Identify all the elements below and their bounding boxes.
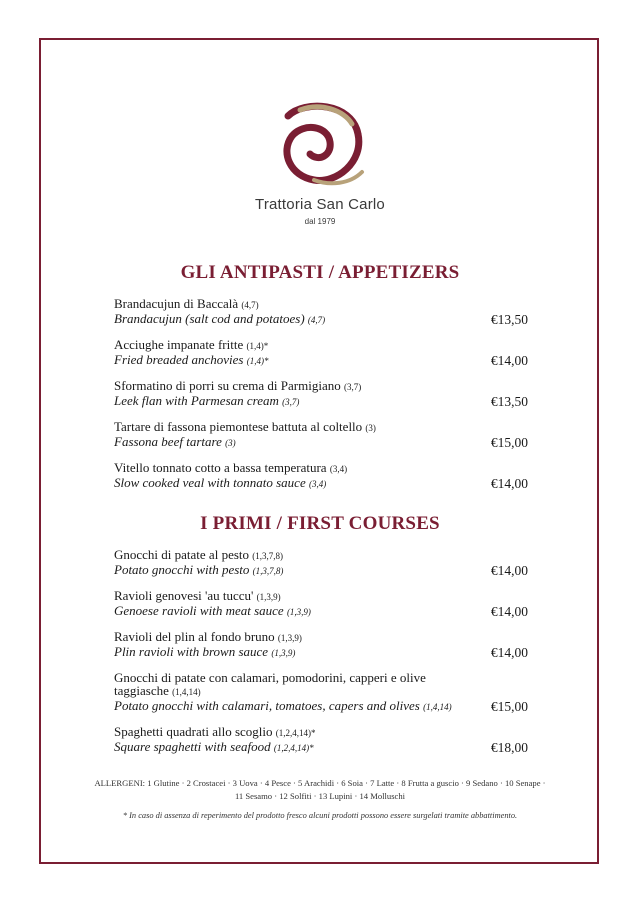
item-allergens-it: (1,2,4,14)*	[275, 728, 316, 738]
first-courses-list	[114, 548, 528, 755]
item-allergens-en: (1,4,14)	[423, 702, 452, 712]
item-price: €14,00	[490, 353, 528, 368]
item-name-en: Brandacujun (salt cod and potatoes)	[114, 311, 305, 326]
item-price: €13,50	[490, 394, 528, 409]
appetizers-list	[114, 297, 528, 491]
menu-item	[114, 548, 528, 578]
item-allergens-en: (1,3,9)	[271, 648, 296, 658]
item-name-it: Brandacujun di Baccalà	[114, 296, 239, 311]
item-name-en: Fried breaded anchovies	[114, 352, 244, 367]
item-allergens-it: (3)	[365, 423, 376, 433]
item-name-it: Ravioli del plin al fondo bruno	[114, 629, 275, 644]
menu-item	[114, 630, 528, 660]
item-allergens-it: (1,3,9)	[256, 592, 281, 602]
allergens-legend: ALLERGENI: 1 Glutine · 2 Crostacei · 3 Uova · 4 Pesce · 5 Arachidi · 6 Soia · 7 Latte · 8 Frutta a guscio · 9 Sedano · 10 Senape · 11 Sesamo · 12 Solfiti · 13 Lupini · 14 Molluschi	[94, 778, 546, 801]
item-allergens-en: (3)	[225, 438, 236, 448]
menu-item	[114, 379, 528, 409]
item-name-it: Spaghetti quadrati allo scoglio	[114, 724, 273, 739]
section-title-appetizers: GLI ANTIPASTI / APPETIZERS	[180, 262, 460, 283]
menu-item	[114, 725, 528, 755]
item-price: €14,00	[490, 604, 528, 619]
menu-item	[114, 297, 528, 327]
menu-item	[114, 461, 528, 491]
item-name-it: Gnocchi di patate con calamari, pomodorini, capperi e olive taggiasche	[114, 670, 426, 698]
item-allergens-it: (3,7)	[343, 382, 362, 392]
section-title-first-courses: I PRIMI / FIRST COURSES	[200, 513, 440, 534]
item-name-it: Gnocchi di patate al pesto	[114, 547, 250, 562]
item-name-it: Acciughe impanate fritte	[114, 337, 244, 352]
logo	[0, 100, 640, 226]
frozen-products-note: * In caso di assenza di reperimento del prodotto fresco alcuni prodotti possono essere surgelati tramite abbattimento.	[122, 811, 518, 820]
item-allergens-it: (1,4)*	[246, 341, 269, 351]
item-allergens-en: (1,2,4,14)*	[273, 743, 314, 753]
item-allergens-en: (3,7)	[282, 397, 300, 407]
menu-item	[114, 420, 528, 450]
item-allergens-en: (3,4)	[308, 479, 327, 489]
item-name-it: Ravioli genovesi 'au tuccu'	[114, 588, 254, 603]
item-allergens-en: (1,3,9)	[286, 607, 311, 617]
item-name-en: Square spaghetti with seafood	[114, 739, 271, 754]
item-allergens-en: (1,4)*	[246, 356, 269, 366]
restaurant-name: Trattoria San Carlo	[255, 196, 385, 213]
item-allergens-it: (4,7)	[241, 300, 259, 310]
item-allergens-it: (1,3,7,8)	[252, 551, 284, 561]
item-name-en: Potato gnocchi with pesto	[114, 562, 250, 577]
item-allergens-it: (1,4,14)	[172, 687, 201, 697]
restaurant-since: dal 1979	[304, 217, 336, 226]
item-name-it: Sformatino di porri su crema di Parmigiano	[114, 378, 341, 393]
item-price: €14,00	[490, 645, 528, 660]
item-name-en: Plin ravioli with brown sauce	[114, 644, 269, 659]
item-price: €14,00	[490, 563, 528, 578]
menu-item	[114, 670, 528, 714]
item-price: €15,00	[490, 699, 528, 714]
item-name-en: Genoese ravioli with meat sauce	[114, 603, 284, 618]
item-name-en: Leek flan with Parmesan cream	[114, 393, 279, 408]
menu-item	[114, 338, 528, 368]
item-price: €18,00	[490, 740, 528, 755]
item-name-en: Fassona beef tartare	[114, 434, 222, 449]
item-name-it: Tartare di fassona piemontese battuta al coltello	[114, 419, 363, 434]
item-allergens-it: (3,4)	[329, 464, 348, 474]
item-allergens-en: (4,7)	[307, 315, 326, 325]
menu-item	[114, 589, 528, 619]
item-price: €14,00	[490, 476, 528, 491]
item-name-it: Vitello tonnato cotto a bassa temperatura	[114, 460, 327, 475]
item-price: €15,00	[490, 435, 528, 450]
item-allergens-it: (1,3,9)	[277, 633, 302, 643]
item-name-en: Slow cooked veal with tonnato sauce	[114, 475, 306, 490]
spiral-logo-icon	[270, 100, 370, 192]
item-price: €13,50	[490, 312, 528, 327]
item-allergens-en: (1,3,7,8)	[252, 566, 284, 576]
item-name-en: Potato gnocchi with calamari, tomatoes, capers and olives	[114, 698, 420, 713]
